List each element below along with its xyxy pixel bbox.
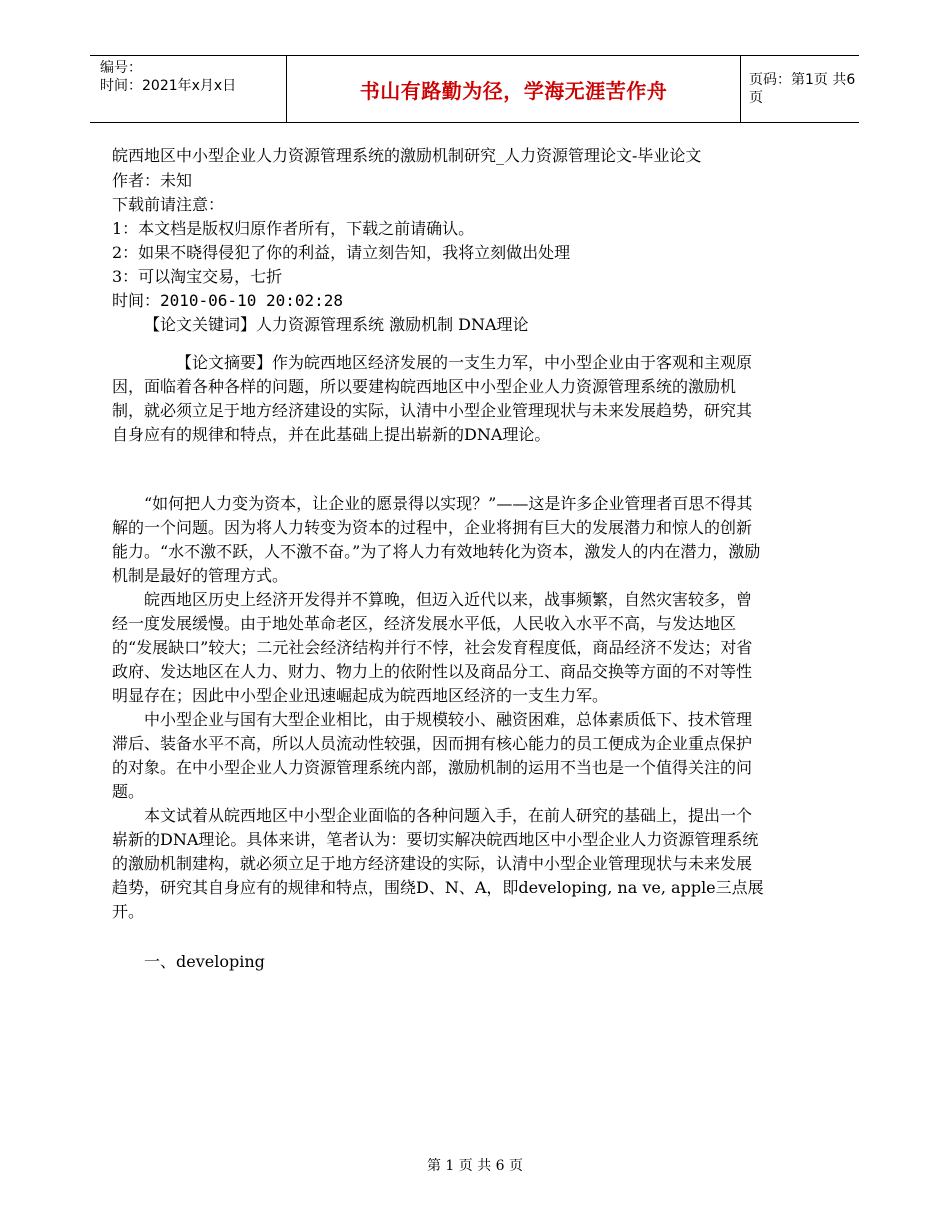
body-paragraph: 皖西地区历史上经济开发得并不算晚，但迈入近代以来，战事频繁，自然灾害较多，曾经一度发展缓慢。由于地处革命老区，经济发展水平低，人民收入水平不高，与发达地区的“发展缺口”较大；二元社会经济结构并行不悖，社会发育程度低，商品经济不发达；对省政府、发达地区在人力、财力、物力上的依附性以及商品分工、商品交换等方面的不对等性明显存在；因此中小型企业迅速崛起成为皖西地区经济的一支生力军。 — [112, 590, 753, 705]
page-header — [90, 55, 859, 123]
document-title: 皖西地区中小型企业人力资源管理系统的激励机制研究_人力资源管理论文-毕业论文 — [112, 146, 702, 165]
header-meta-cell — [90, 56, 286, 122]
download-notice-item: 3：可以淘宝交易，七折 — [112, 267, 283, 286]
page-footer: 第 1 页 共 6 页 — [426, 1158, 524, 1174]
keywords-line: 【论文关键词】人力资源管理系统 激励机制 DNA理论 — [144, 315, 529, 334]
download-notice-item: 1：本文档是版权归原作者所有，下载之前请确认。 — [112, 219, 475, 238]
body-paragraph: 本文试着从皖西地区中小型企业面临的各种问题入手，在前人研究的基础上，提出一个崭新的DNA理论。具体来讲，笔者认为：要切实解决皖西地区中小型企业人力资源管理系统的激励机制建构，就必须立足于地方经济建设的实际，认清中小型企业管理现状与未来发展趋势，研究其自身应有的规律和特点，围绕D、N、A，即developing, na ve, apple三点展开。 — [112, 806, 764, 921]
document-number-label: 编号： — [100, 60, 142, 76]
body-paragraph: “如何把人力变为资本，让企业的愿景得以实现？”——这是许多企业管理者百思不得其解的一个问题。因为将人力转变为资本的过程中，企业将拥有巨大的发展潜力和惊人的创新能力。“水不激不跃，人不激不奋。”为了将人力有效地转化为资本，激发人的内在潜力，激励机制是最好的管理方式。 — [112, 494, 761, 585]
document-time-label: 时间：2021年x月x日 — [100, 78, 237, 94]
header-motto-cell — [286, 56, 741, 122]
body-paragraph: 中小型企业与国有大型企业相比，由于规模较小、融资困难，总体素质低下、技术管理滞后、装备水平不高，所以人员流动性较强，因而拥有核心能力的员工便成为企业重点保护的对象。在中小型企业人力资源管理系统内部，激励机制的运用不当也是一个值得关注的问题。 — [112, 710, 753, 801]
header-page-cell — [740, 56, 859, 122]
download-notice-heading: 下载前请注意： — [112, 195, 225, 214]
document-body — [112, 143, 767, 974]
header-page-info: 页码：第1页 共6页 — [749, 72, 856, 106]
download-notice-item: 2：如果不晓得侵犯了你的利益，请立刻告知，我将立刻做出处理 — [112, 243, 571, 262]
abstract-paragraph: 【论文摘要】作为皖西地区经济发展的一支生力军，中小型企业由于客观和主观原因，面临着各种各样的问题，所以要建构皖西地区中小型企业人力资源管理系统的激励机制，就必须立足于地方经济建设的实际，认清中小型企业管理现状与未来发展趋势，研究其自身应有的规律和特点，并在此基础上提出崭新的DNA理论。 — [112, 353, 753, 444]
document-author: 作者：未知 — [112, 171, 193, 190]
document-timestamp: 时间：2010-06-10 20:02:28 — [112, 291, 344, 310]
section-heading: 一、developing — [144, 952, 265, 971]
motto-text: 书山有路勤为径，学海无涯苦作舟 — [359, 78, 668, 103]
